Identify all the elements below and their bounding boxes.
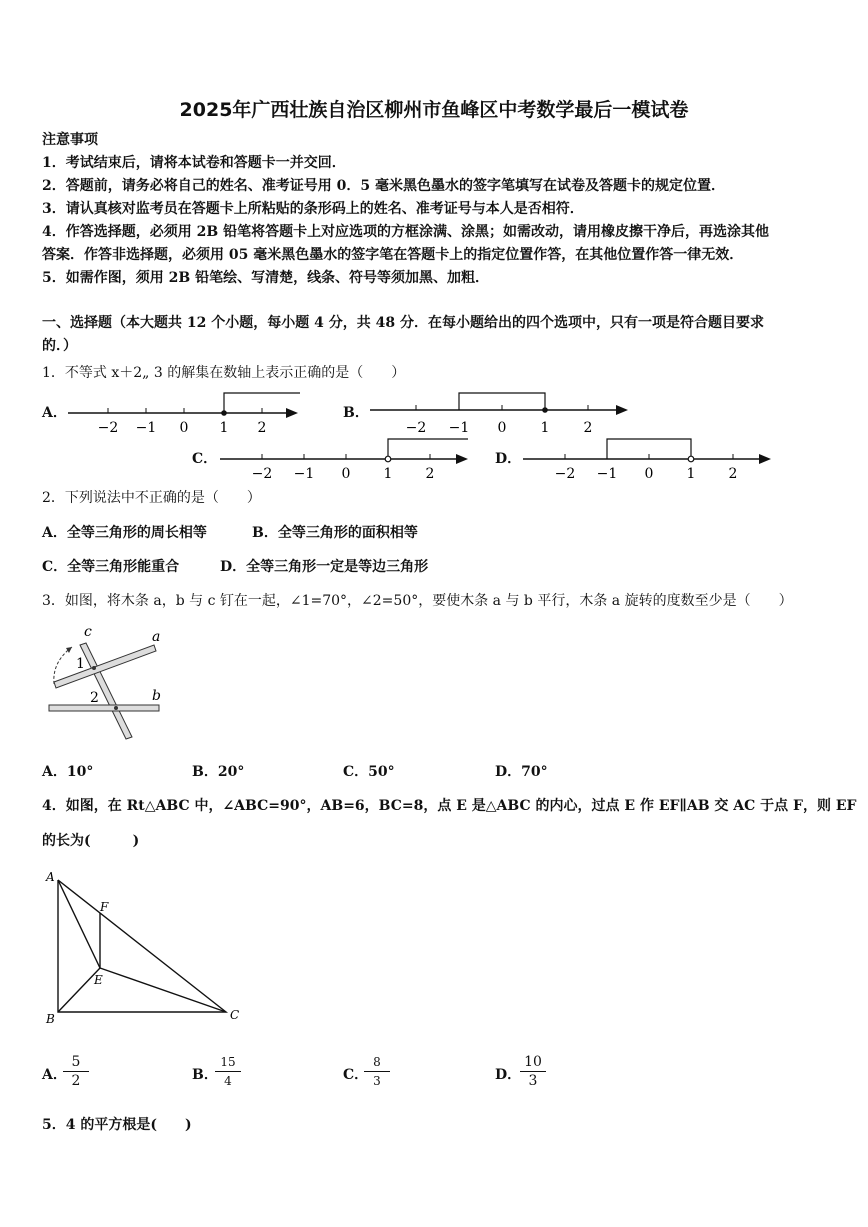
vertex-a: A (46, 870, 55, 884)
q3-option-d: D．70° (495, 764, 548, 780)
q3-figure (44, 622, 174, 747)
q4-option-b-label: B． (192, 1067, 218, 1083)
vertex-f: F (100, 900, 109, 914)
tick-label: 2 (257, 420, 267, 436)
notice-item: 1．考试结束后，请将本试卷和答题卡一并交回． (42, 155, 346, 171)
q1-number-line-d (515, 434, 780, 484)
denominator: 4 (224, 1074, 232, 1088)
q4-option-c-label: C． (343, 1067, 369, 1083)
page-title: 2025年广西壮族自治区柳州市鱼峰区中考数学最后一模试卷 (179, 99, 689, 121)
tick-label: 1 (686, 466, 696, 482)
notice-item: 5．如需作图，须用 2B 铅笔绘、写清楚，线条、符号等须加黑、加粗． (42, 270, 490, 286)
tick-label: −1 (135, 420, 157, 436)
fig-label-a: a (152, 629, 161, 645)
q4-triangle-figure (40, 868, 250, 1028)
tick-label: 0 (644, 466, 654, 482)
tick-label: 1 (219, 420, 229, 436)
tick-label: −2 (97, 420, 119, 436)
numerator: 15 (215, 1053, 241, 1072)
tick-label: −2 (554, 466, 576, 482)
tick-label: 0 (179, 420, 189, 436)
fig-label-c: c (84, 624, 92, 640)
fig-label-2: 2 (90, 690, 99, 706)
section-heading: 一、选择题（本大题共 12 个小题，每小题 4 分，共 48 分．在每小题给出的四个选项中，只有一项是符合题目要求 (42, 315, 764, 331)
q2-option-c: C．全等三角形能重合 (42, 559, 180, 575)
q4-option-d-label: D． (495, 1067, 522, 1083)
tick-label: 0 (341, 466, 351, 482)
q4-option-c-fraction (364, 1053, 390, 1090)
question-4: 4．如图，在 Rt△ABC 中，∠ABC=90°，AB=6，BC=8，点 E 是△ABC 的内心，过点 E 作 EF∥AB 交 AC 于点 F，则 EF (42, 798, 857, 814)
q4-option-a-fraction (63, 1053, 89, 1090)
notice-item: 2．答题前，请务必将自己的姓名、准考证号用 0．5 毫米黑色墨水的签字笔填写在试卷及答题卡的规定位置． (42, 178, 725, 194)
vertex-c: C (230, 1008, 240, 1022)
notice-item: 3．请认真核对监考员在答题卡上所粘贴的条形码上的姓名、准考证号与本人是否相符． (42, 201, 584, 217)
tick-label: −1 (293, 466, 315, 482)
q2-option-b: B．全等三角形的面积相等 (252, 525, 418, 541)
denominator: 3 (373, 1074, 381, 1088)
tick-label: 1 (383, 466, 393, 482)
denominator: 2 (71, 1073, 81, 1089)
q1-number-line-c (212, 434, 477, 484)
vertex-b: B (46, 1012, 55, 1026)
q4-option-a-label: A． (42, 1067, 67, 1083)
q1-number-line-a (60, 388, 310, 438)
question-3: 3．如图，将木条 a，b 与 c 钉在一起，∠1=70°，∠2=50°，要使木条 a 与 b 平行，木条 a 旋转的度数至少是（ ） (42, 593, 793, 609)
numerator: 5 (63, 1053, 89, 1072)
vertex-e: E (94, 973, 103, 987)
section-heading-cont: 的．） (42, 338, 77, 354)
q3-option-a: A．10° (42, 764, 94, 780)
tick-label: 0 (497, 420, 507, 436)
numerator: 8 (364, 1053, 390, 1072)
notice-item: 答案．作答非选择题，必须用 05 毫米黑色墨水的签字笔在答题卡上的指定位置作答，在其他位置作答一律无效． (42, 247, 744, 263)
q2-option-d: D．全等三角形一定是等边三角形 (220, 559, 429, 575)
q3-option-b: B．20° (192, 764, 245, 780)
q4-option-d-fraction (520, 1053, 546, 1090)
question-1: 1．不等式 x＋2„ 3 的解集在数轴上表示正确的是（ ） (42, 365, 406, 381)
tick-label: −2 (251, 466, 273, 482)
q1-option-b-label: B． (343, 405, 369, 421)
question-4-cont: 的长为( ) (42, 833, 140, 849)
fig-label-b: b (152, 688, 161, 704)
q4-option-b-fraction (215, 1053, 241, 1090)
denominator: 3 (528, 1073, 538, 1089)
tick-label: −2 (405, 420, 427, 436)
notice-heading: 注意事项 (42, 132, 98, 148)
q1-number-line-b (362, 388, 632, 438)
tick-label: −1 (596, 466, 618, 482)
tick-label: 2 (728, 466, 738, 482)
tick-label: −1 (448, 420, 470, 436)
tick-label: 1 (540, 420, 550, 436)
q1-option-c-label: C． (192, 451, 218, 467)
q1-option-a-label: A． (42, 405, 67, 421)
fig-label-1: 1 (76, 656, 85, 672)
tick-label: 2 (425, 466, 435, 482)
question-5: 5．4 的平方根是( ) (42, 1117, 192, 1133)
question-2: 2．下列说法中不正确的是（ ） (42, 490, 261, 506)
tick-label: 2 (583, 420, 593, 436)
q1-option-d-label: D． (495, 451, 522, 467)
numerator: 10 (520, 1053, 546, 1072)
notice-item: 4．作答选择题，必须用 2B 铅笔将答题卡上对应选项的方框涂满、涂黑；如需改动，请用橡皮擦干净后，再选涂其他 (42, 224, 770, 240)
q2-option-a: A．全等三角形的周长相等 (42, 525, 207, 541)
q3-option-c: C．50° (343, 764, 395, 780)
